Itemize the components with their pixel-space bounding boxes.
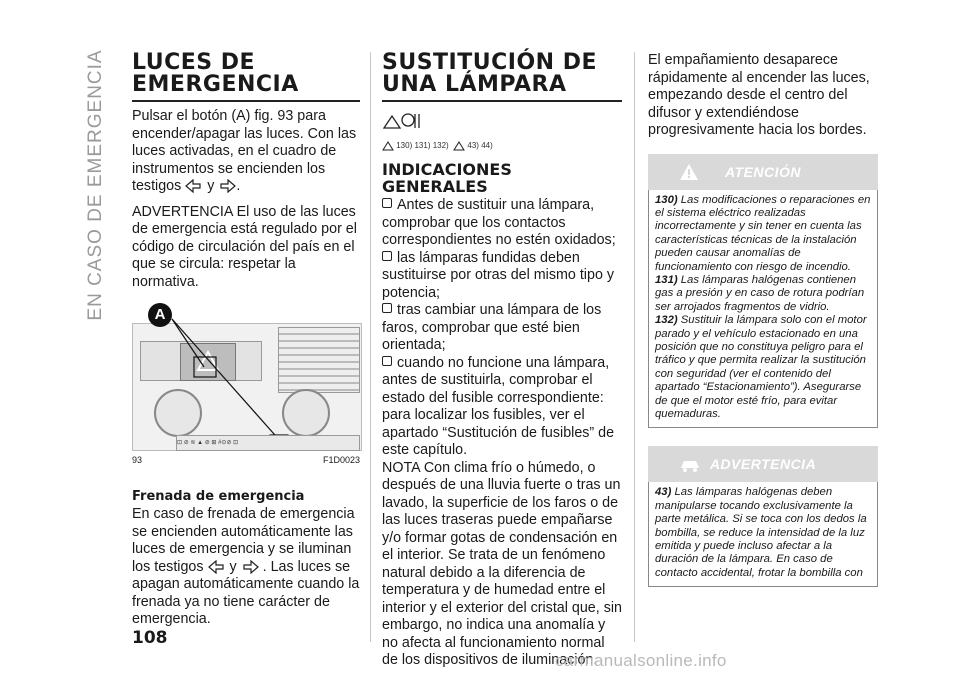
attention-title: ATENCIÓN xyxy=(724,163,802,180)
warning-triangle-icon xyxy=(382,141,394,151)
control-strip: ⊡ ⊘ ≋ ▲ ⊘ ⊞ #⊙⊘ ⊡ xyxy=(176,435,360,451)
attention-box-header xyxy=(648,154,878,190)
warning-item: 43) Las lámparas halógenas deben manipularse tocando exclusivamente la parte metálica. Si se toca con los dedos la bombilla, se reduce la intensidad de la luz emitida y puede incluso afectar a la duración de la lámpara. En caso de contacto accidental, frotar la bombilla con xyxy=(655,486,867,579)
attention-item: 132) Sustituir la lámpara solo con el motor parado y el vehículo estacionado en una posición que no constituya peligro para el tráfico y que permita realizar la sustitución con seguridad (ver el contenido del apartado “Estacionamiento”). Asegurarse de que el motor esté frío, para evitar quemaduras. xyxy=(655,314,867,420)
reference-row: 130) 131) 132) 43) 44) xyxy=(382,141,622,151)
watermark: carmanualsonline.info xyxy=(555,651,727,670)
turn-left-icon xyxy=(185,179,203,193)
bullet-item: cuando no funcione una lámpara, antes de sustituirla, comprobar el estado del fusible correspondiente: para localizar los fusibles, ver el apartado “Sustitución de fusibles” de este capítulo. xyxy=(382,354,615,458)
reference-block xyxy=(382,110,622,151)
paragraph-hazard-button: Pulsar el botón (A) fig. 93 para encender/apagar las luces. Con las luces activadas, en el cuadro de instrumentos se encienden los testigos y . xyxy=(132,108,357,194)
paragraph-note: NOTA Con clima frío o húmedo, o después de una lluvia fuerte o tras un lavado, la superficie de los faros o de las luces traseras puede empañarse y/o formar gotas de condensación en el interior. Se trata de un fenómeno natural debido a la diferencia de temperatura y de humedad entre el interior y el exterior del cristal que, sin embargo, no indica una anomalía y no afecta al funcionamiento normal de los dispositivos de iluminación. xyxy=(382,459,622,668)
bullet-item: Antes de sustituir una lámpara, comprobar que los contactos correspondientes no estén oxidados; xyxy=(382,197,616,248)
turn-right-icon xyxy=(241,560,259,574)
attention-item: 130) Las modificaciones o reparaciones en el sistema eléctrico realizadas incorrectamente y sin tener en cuenta las características técnicas de la instalación pueden causar anomalías de funcionamiento con riesgo de incendio. xyxy=(655,193,871,273)
turn-right-icon xyxy=(218,179,236,193)
column-lamp-replacement xyxy=(382,52,622,670)
heading-emergency-lights: LUCES DE EMERGENCIA xyxy=(132,52,360,102)
column-divider xyxy=(634,52,635,642)
paragraph-advertencia: ADVERTENCIA El uso de las luces de emergencia está regulado por el código de circulación del país en el que se circula: respetar la normativa. xyxy=(132,203,357,290)
lamp-symbol-icon xyxy=(382,110,424,132)
attention-box-body xyxy=(648,190,878,429)
bullet-icon xyxy=(382,303,392,313)
car-caution-icon xyxy=(678,454,702,474)
warning-title: ADVERTENCIA xyxy=(709,456,817,473)
column-emergency-lights xyxy=(132,52,360,629)
bullet-item: tras cambiar una lámpara de los faros, comprobar que esté bien orientada; xyxy=(382,302,602,353)
paragraph-emergency-braking: En caso de frenada de emergencia se encienden automáticamente las luces de emergencia y se iluminan los testigos y . Las luces se apagan automáticamente cuando la frenada ya no tiene carácter de emergencia. xyxy=(132,506,360,627)
bullet-icon xyxy=(382,198,392,208)
column-warnings xyxy=(648,52,878,587)
section-title: EN CASO DE EMERGENCIA xyxy=(85,49,106,321)
section-sidebar xyxy=(84,40,108,330)
warning-box-body xyxy=(648,482,878,587)
bullet-icon xyxy=(382,356,392,366)
callout-label-a: A xyxy=(148,303,172,327)
figure-code: F1D0023 xyxy=(322,455,360,465)
paragraph-intro: El empañamiento desaparece rápidamente al encender las luces, empezando desde el centro del difusor y extendiéndose progresivamente hacia los bordes. xyxy=(648,52,870,138)
bullet-item: las lámparas fundidas deben sustituirse por otras del mismo tipo y potencia; xyxy=(382,249,615,301)
heading-lamp-replacement: SUSTITUCIÓN DE UNA LÁMPARA xyxy=(382,52,622,102)
figure-93-dashboard xyxy=(132,305,360,483)
subheading-emergency-braking: Frenada de emergencia xyxy=(132,489,305,504)
heading-general-indications: INDICACIONES GENERALES xyxy=(382,160,512,196)
column-divider xyxy=(370,52,371,642)
hand-caution-icon xyxy=(453,141,465,151)
warning-triangle-icon xyxy=(678,162,700,182)
figure-number: 93 xyxy=(132,455,143,465)
bullet-icon xyxy=(382,251,392,261)
attention-item: 131) Las lámparas halógenas contienen gas a presión y en caso de rotura podrían ser arrojados fragmentos de vidrio. xyxy=(655,273,865,313)
warning-box-header xyxy=(648,446,878,482)
page-number: 108 xyxy=(132,628,168,648)
turn-left-icon xyxy=(208,560,226,574)
